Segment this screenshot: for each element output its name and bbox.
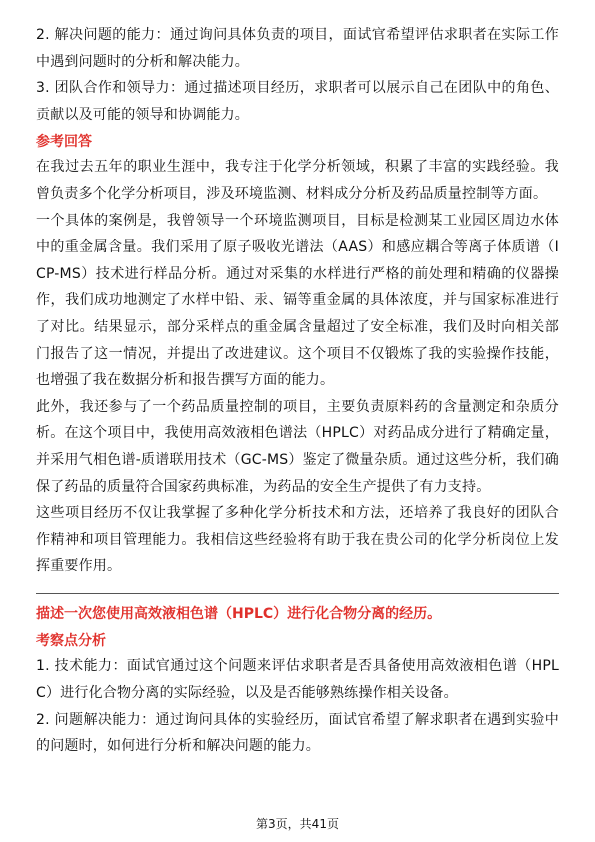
analysis-heading: 考察点分析 [36, 633, 106, 650]
reference-answer-heading: 参考回答 [36, 134, 92, 151]
page-number-footer: 第3页，共41页 [256, 817, 339, 831]
page-content [36, 22, 559, 760]
analysis-item-problem-solving: 2. 问题解决能力：通过询问具体的实验经历，面试官希望了解求职者在遇到实验中的问题时，如何进行分析和解决问题的能力。 [36, 711, 559, 755]
question-title: 描述一次您使用高效液相色谱（HPLC）进行化合物分离的经历。 [36, 605, 442, 622]
reference-paragraph-pharma: 此外，我还参与了一个药品质量控制的项目，主要负责原料药的含量测定和杂质分析。在这个项目中，我使用高效液相色谱法（HPLC）对药品成分进行了精确定量，并采用气相色谱-质谱联用技术（GC-MS）鉴定了微量杂质。通过这些分析，我们确保了药品的质量符合国家药典标准，为药品的安全生产提供了有力支持。 [36, 398, 559, 495]
analysis-item-technical: 1. 技术能力：面试官通过这个问题来评估求职者是否具备使用高效液相色谱（HPLC）进行化合物分离的实际经验，以及是否能够熟练操作相关设备。 [36, 658, 559, 702]
list-item-teamwork: 3. 团队合作和领导力：通过描述项目经历，求职者可以展示自己在团队中的角色、贡献以及可能的领导和协调能力。 [36, 80, 559, 123]
reference-paragraph-summary: 这些项目经历不仅让我掌握了多种化学分析技术和方法，还培养了我良好的团队合作精神和项目管理能力。我相信这些经验将有助于我在贵公司的化学分析岗位上发挥重要作用。 [36, 505, 559, 575]
section-divider [36, 593, 559, 594]
list-item-problem-solving: 2. 解决问题的能力：通过询问具体负责的项目，面试官希望评估求职者在实际工作中遇到问题时的分析和解决能力。 [36, 27, 559, 70]
reference-paragraph-intro: 在我过去五年的职业生涯中，我专注于化学分析领域，积累了丰富的实践经验。我曾负责多个化学分析项目，涉及环境监测、材料成分分析及药品质量控制等方面。 [36, 159, 559, 202]
reference-paragraph-case: 一个具体的案例是，我曾领导一个环境监测项目，目标是检测某工业园区周边水体中的重金属含量。我们采用了原子吸收光谱法（AAS）和感应耦合等离子体质谱（ICP-MS）技术进行样品分析。通过对采集的水样进行严格的前处理和精确的仪器操作，我们成功地测定了水样中铅、汞、镉等重金属的具体浓度，并与国家标准进行了对比。结果显示，部分采样点的重金属含量超过了安全标准，我们及时向相关部门报告了这一情况，并提出了改进建议。这个项目不仅锻炼了我的实验操作技能，也增强了我在数据分析和报告撰写方面的能力。 [36, 212, 559, 389]
